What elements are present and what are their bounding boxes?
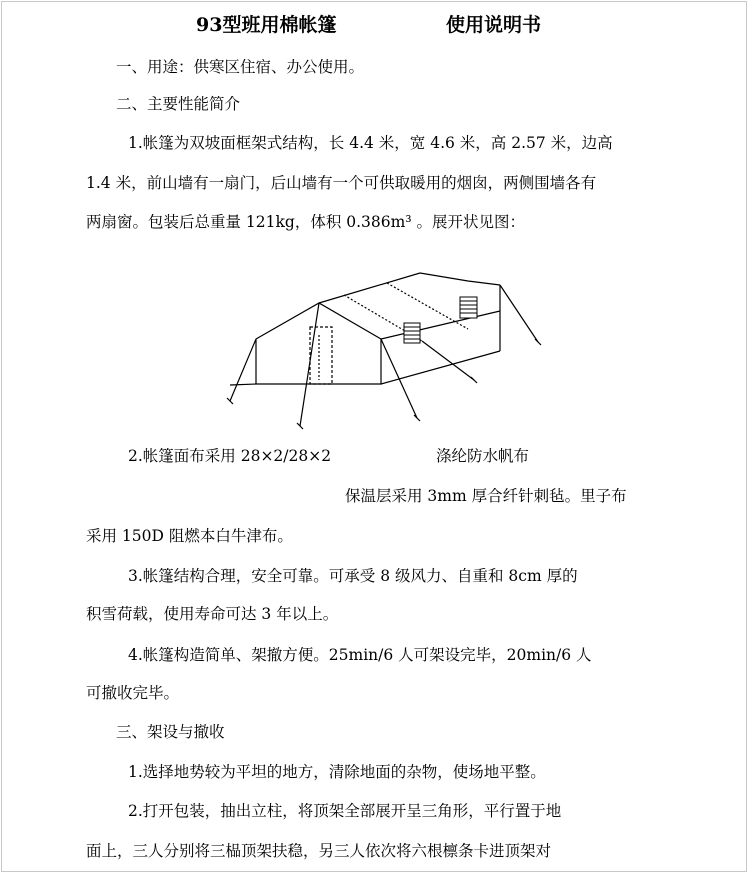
section-setup: 三、架设与撤收 bbox=[116, 723, 225, 741]
paragraph-line: 4.帐篷构造简单、架撤方便。25min/6 人可架设完毕，20min/6 人 bbox=[128, 646, 592, 664]
paragraph-line: 面上，三人分别将三榀顶架扶稳，另三人依次将六根檩条卡进顶架对 bbox=[86, 842, 552, 860]
tent-guy-rope bbox=[500, 285, 538, 342]
section-performance: 二、主要性能简介 bbox=[116, 95, 241, 113]
paragraph-line: 两扇窗。包装后总重量 121kg，体积 0.386m³ 。展开状见图： bbox=[86, 213, 525, 231]
paragraph-line: 1.选择地势较为平坦的地方，清除地面的杂物，使场地平整。 bbox=[128, 763, 546, 781]
paragraph-line: 涤纶防水帆布 bbox=[436, 447, 530, 465]
paragraph-line: 1.帐篷为双坡面框架式结构，长 4.4 米，宽 4.6 米，高 2.57 米，边高 bbox=[128, 134, 613, 152]
tent-front-wall bbox=[256, 339, 381, 384]
tent-diagram bbox=[222, 243, 552, 435]
paragraph-line: 采用 150D 阻燃本白牛津布。 bbox=[86, 527, 293, 545]
section-usage: 一、用途：供寒区住宿、办公使用。 bbox=[116, 58, 365, 76]
page-frame bbox=[1, 1, 747, 872]
tent-guy-rope bbox=[230, 339, 256, 401]
paragraph-line: 2.打开包装，抽出立柱，将顶架全部展开呈三角形，平行置于地 bbox=[128, 802, 562, 820]
paragraph-line: 2.帐篷面布采用 28×2/28×2 bbox=[128, 447, 332, 465]
doc-title-suffix: 使用说明书 bbox=[446, 14, 542, 36]
paragraph-line: 保温层采用 3mm 厚合纤针刺毡。里子布 bbox=[345, 487, 627, 505]
paragraph-line: 1.4 米，前山墙有一扇门，后山墙有一个可供取暖用的烟囱，两侧围墙各有 bbox=[86, 174, 597, 192]
tent-seam bbox=[387, 283, 468, 329]
tent-window bbox=[460, 297, 477, 318]
tent-side-eave bbox=[381, 311, 500, 339]
tent-door bbox=[310, 327, 332, 384]
tent-guy-rope bbox=[300, 303, 319, 426]
paragraph-line: 3.帐篷结构合理，安全可靠。可承受 8 级风力、自重和 8cm 厚的 bbox=[128, 567, 578, 585]
tent-guy-rope bbox=[381, 339, 417, 418]
paragraph-line: 可撤收完毕。 bbox=[86, 684, 180, 702]
doc-title: 93型班用棉帐篷 bbox=[196, 14, 337, 36]
paragraph-line: 积雪荷载，使用寿命可达 3 年以上。 bbox=[86, 605, 339, 623]
tent-ridge bbox=[319, 273, 420, 303]
tent-window bbox=[404, 323, 420, 343]
tent-back-roof bbox=[420, 273, 500, 285]
